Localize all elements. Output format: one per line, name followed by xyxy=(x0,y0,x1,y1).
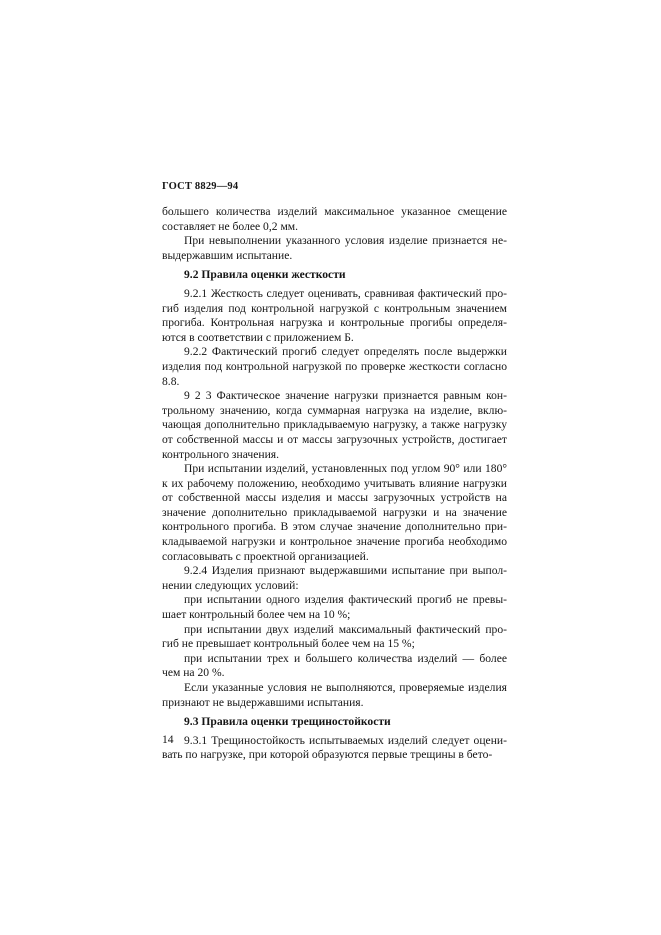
condition-one-item: при испытании одного изделия фактический прогиб не превышает контрольный более чем на 10 %; xyxy=(162,593,507,622)
section-heading-9-2: 9.2 Правила оценки жесткости xyxy=(184,268,346,282)
page-content xyxy=(162,205,507,763)
clause-9-2-2: 9.2.2 Фактический прогиб следует определять после выдержки изделия под контрольной нагрузкой по проверке жесткости согласно 8.8. xyxy=(162,345,507,388)
paragraph-failure-condition: При невыполнении указанного условия изделие признается невыдержавшим испытание. xyxy=(162,234,507,262)
condition-failure: Если указанные условия не выполняются, проверяемые изделия признают не выдержавшими испытания. xyxy=(162,681,507,709)
clause-9-2-1: 9.2.1 Жесткость следует оценивать, сравнивая фактический прогиб изделия под контрольной нагрузкой с контрольным значением прогиба. Контрольная нагрузка и контрольные прогибы определяются в соответствии с приложением Б. xyxy=(162,286,507,344)
clause-9-3-1: 9.3.1 Трещиностойкость испытываемых изделий следует оценивать по нагрузке, при которой образуются первые трещины в бето- xyxy=(162,733,507,762)
page-number: 14 xyxy=(162,733,174,746)
condition-three-items: при испытании трех и большего количества изделий — более чем на 20 %. xyxy=(162,651,507,680)
document-code: ГОСТ 8829—94 xyxy=(162,181,239,192)
clause-9-2-3-continued: При испытании изделий, установленных под углом 90° или 180° к их рабочему положению, необходимо учитывать влияние нагрузки от собственной массы изделия и массы загрузочных устройств на значение дополнительно прикладываемой нагрузки и на значение контрольного прогиба. В этом случае значение дополнительно прикладываемой нагрузки и контрольное значение прогиба необходимо согласовывать с проектной организацией. xyxy=(162,462,507,563)
section-heading-9-3: 9.3 Правила оценки трещиностойкости xyxy=(184,715,391,729)
clause-9-2-4: 9.2.4 Изделия признают выдержавшими испытание при выполнении следующих условий: xyxy=(162,564,507,592)
paragraph-continuation: большего количества изделий максимальное указанное смещение составляет не более 0,2 мм. xyxy=(162,205,507,233)
condition-two-items: при испытании двух изделий максимальный фактический прогиб не превышает контрольный более чем на 15 %; xyxy=(162,622,507,651)
clause-9-2-3: 9 2 3 Фактическое значение нагрузки признается равным контрольному значению, когда суммарная нагрузка на изделие, включающая дополнительно прикладываемую нагрузку, а также нагрузку от собственной массы и от массы загрузочных устройств, достигает контрольного значения. xyxy=(162,389,507,461)
